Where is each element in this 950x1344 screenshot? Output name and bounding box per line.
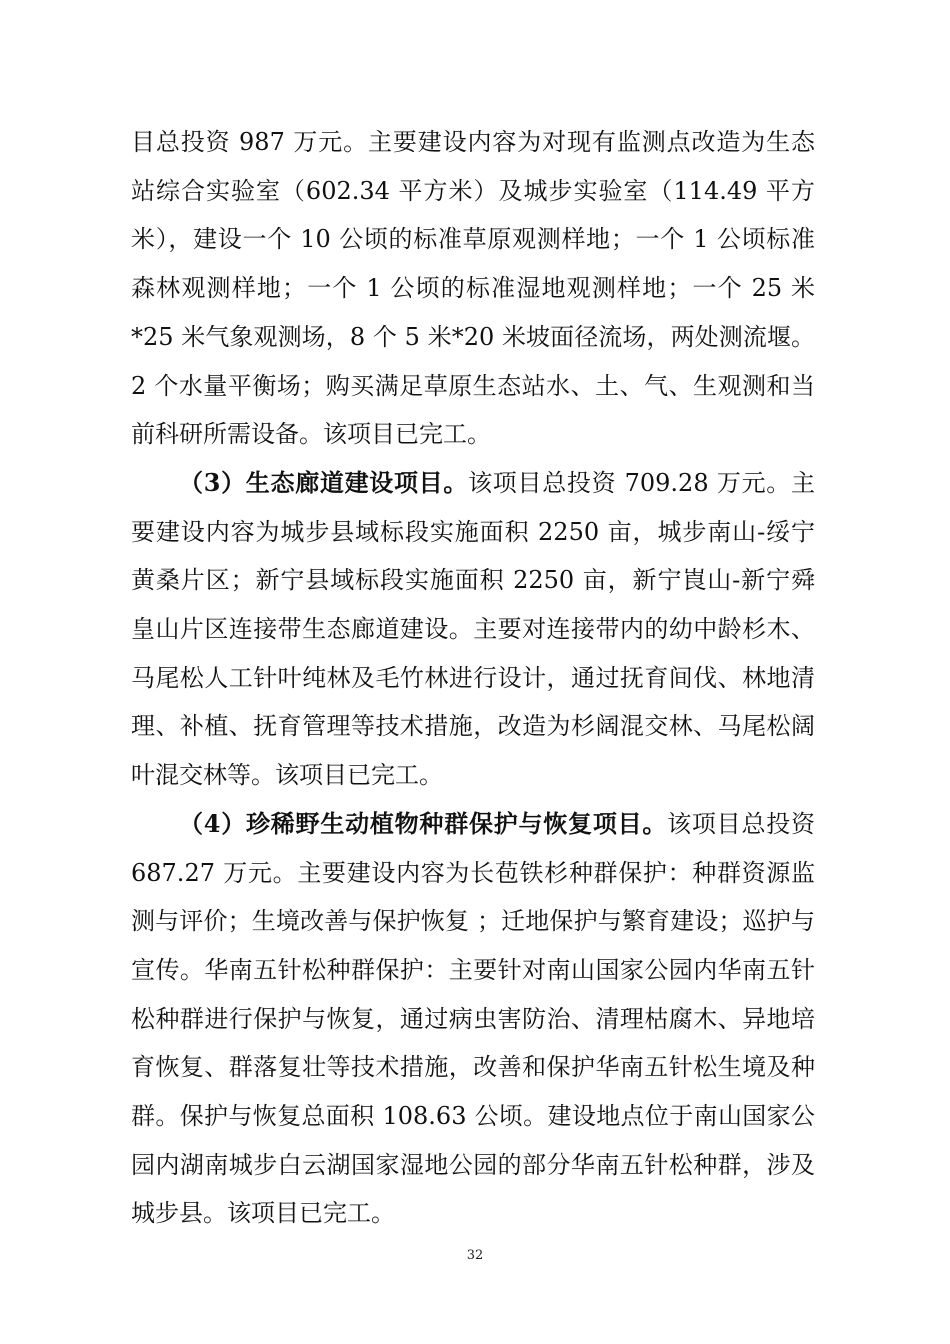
paragraph-project-continuation	[131, 118, 815, 459]
paragraph-text: 该项目总投资 687.27 万元。主要建设内容为长苞铁杉种群保护：种群资源监测与评价；生境改善与保护恢复 ；迁地保护与繁育建设；巡护与宣传。华南五针松种群保护：主要针对南山国家公园内华南五针松种群进行保护与恢复，通过病虫害防治、清理枯腐木、异地培育恢复、群落复壮等技术措施，改善和保护华南五针松生境及种群。保护与恢复总面积 108.63 公顷。建设地点位于南山国家公园内湖南城步白云湖国家湿地公园的部分华南五针松种群，涉及城步县。该项目已完工。	[131, 809, 815, 1228]
paragraph-heading: （4）珍稀野生动植物种群保护与恢复项目。	[179, 808, 668, 838]
paragraph-rare-species-protection	[131, 800, 815, 1238]
paragraph-text: 该项目总投资 709.28 万元。主要建设内容为城步县域标段实施面积 2250 亩，城步南山-绥宁黄桑片区；新宁县域标段实施面积 2250 亩，新宁崀山-新宁舜皇山片区连接带生态廊道建设。主要对连接带内的幼中龄杉木、马尾松人工针叶纯林及毛竹林进行设计，通过抚育间伐、林地清理、补植、抚育管理等技术措施，改造为杉阔混交林、马尾松阔叶混交林等。该项目已完工。	[131, 468, 816, 790]
paragraph-text: 目总投资 987 万元。主要建设内容为对现有监测点改造为生态站综合实验室（602.34 平方米）及城步实验室（114.49 平方米），建设一个 10 公顷的标准草原观测样地；一个 1 公顷标准森林观测样地；一个 1 公顷的标准湿地观测样地；一个 25 米*25 米气象观测场，8 个 5 米*20 米坡面径流场，两处测流堰。2 个水量平衡场；购买满足草原生态站水、土、气、生观测和当前科研所需设备。该项目已完工。	[131, 128, 815, 449]
paragraph-ecological-corridor	[131, 459, 815, 800]
document-body	[131, 118, 815, 1238]
paragraph-heading: （3）生态廊道建设项目。	[179, 467, 469, 497]
page-number: 32	[466, 1248, 484, 1263]
